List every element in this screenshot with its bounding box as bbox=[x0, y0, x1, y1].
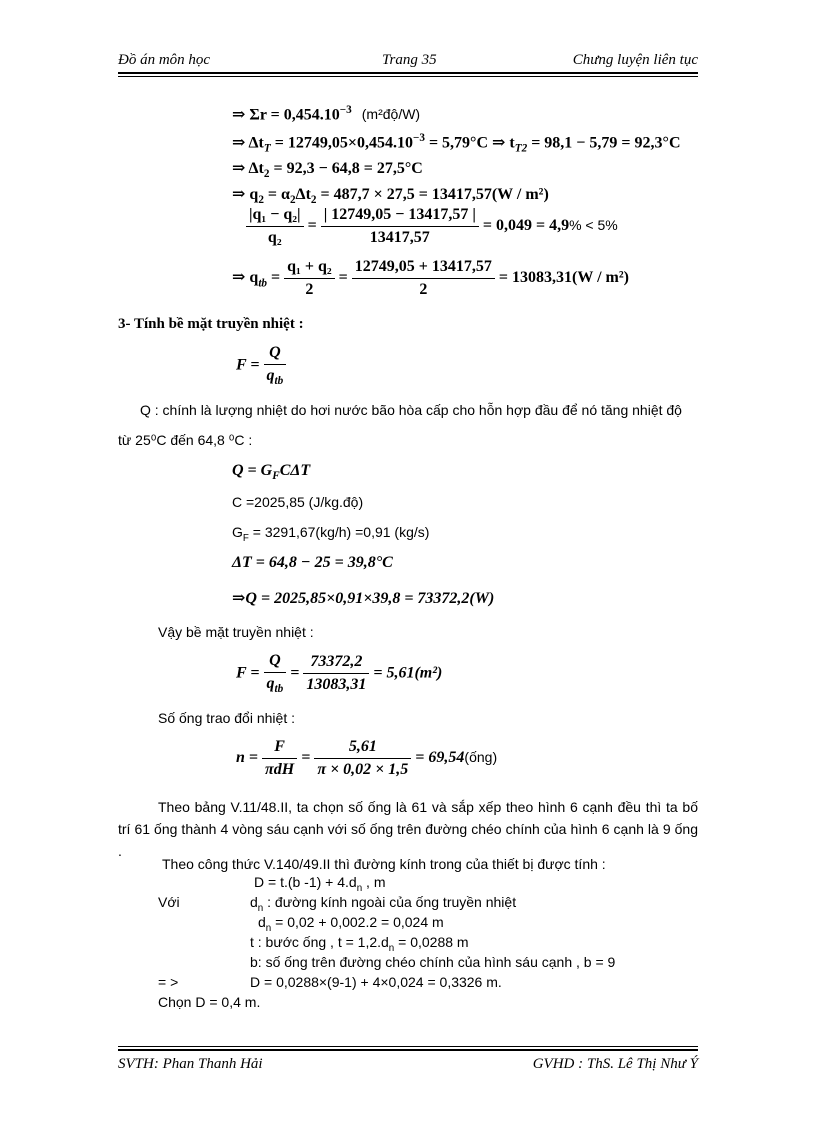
D-formula: D = t.(b $-1) + 4.d_n$ , m bbox=[254, 874, 386, 894]
qtb-equation: ⇒ $q_{tb}$ = $\frac{\text{q₁ + q₂}}{2}$ = $\frac{12749,05 + 13417,57}{2}$ = 13083,31(W / m²) bbox=[232, 258, 629, 298]
Q-formula: $Q = G_FC\Delta T$ bbox=[232, 462, 311, 483]
F-result-equation: F = $\frac{Q}{q_{tb}}$ = $\frac{73372,2}{13083,31}$ = 5,61(m²) bbox=[236, 652, 443, 696]
D-choice: Chọn D = 0,4 m. bbox=[158, 994, 261, 1010]
C-value: C =2025,85 (J/kg.độ) bbox=[232, 494, 364, 510]
q2-line: ⇒ $q_2 = \alpha_2\Delta t_2 = 487,7 \times 27,5 = 13417,57(W / m^2)$ bbox=[232, 186, 549, 207]
b-description: b: số ống trên đường chéo chính của hình sáu cạnh , b = 9 bbox=[250, 954, 616, 970]
surface-label: Vậy bề mặt truyền nhiệt : bbox=[158, 624, 314, 640]
footer-rule-thin bbox=[118, 1046, 698, 1047]
footer-supervisor: GVHD : ThS. Lê Thị Như Ý bbox=[532, 1056, 698, 1072]
dn-description: $d_n$ : đường kính ngoài của ống truyền nhiệt bbox=[250, 894, 517, 914]
section-3-heading: 3- Tính bề mặt truyền nhiệt : bbox=[118, 316, 304, 332]
paragraph-table-selection: Theo bảng V.11/48.II, ta chọn số ống là 61 và sắp xếp theo hình 6 cạnh đều thì ta bố trí 61 ống thành 4 vòng sáu cạnh với số ống trên đường chéo chính của hình 6 cạnh là 9 ống . bbox=[118, 799, 698, 859]
GF-value: $G_F = 3291,67(kg/h) =0,91$ (kg/s) bbox=[232, 524, 430, 544]
delta-T: ΔT = 64,8 − 25 = 39,8°C bbox=[232, 554, 393, 571]
q-description-line-1: Q : chính là lượng nhiệt do hơi nước bão hòa cấp cho hỗn hợp đầu để nó tăng nhiệt độ bbox=[140, 402, 682, 418]
tubes-label: Số ống trao đổi nhiệt : bbox=[158, 710, 295, 726]
footer-rule bbox=[118, 1049, 698, 1051]
sum-r-line: ⇒ $\Sigma r = 0,454.10^{-3}$ (m²độ/W) bbox=[232, 104, 421, 124]
header-page-number: Trang 35 bbox=[382, 52, 437, 68]
ratio-equation: $\frac{\text{|q₁ − q₂|}}{\text{q₂}}$ = $\frac{| 12749,05 - 13417,57 |}{13417,57}$ = 0,049 = 4,9% < 5% bbox=[246, 206, 618, 247]
paragraph-formula-intro: Theo công thức V.140/49.II thì đường kính trong của thiết bị được tính : bbox=[162, 856, 606, 872]
t-description: t : bước ống , $t = 1,2.d_n = 0,0288$ m bbox=[250, 934, 469, 954]
q-description-line-2: từ 25⁰C đến 64,8 ⁰C : bbox=[118, 432, 253, 448]
header-rule bbox=[118, 72, 698, 74]
n-equation: n = $\frac{F}{\text{πdH}}$ = $\frac{5,61}{\pi \times 0,02 \times 1,5}$ = 69,54(ống) bbox=[236, 738, 498, 778]
with-label: Với bbox=[158, 894, 180, 910]
header-right: Chưng luyện liên tục bbox=[572, 52, 698, 68]
Q-result: ⇒Q = 2025,85×0,91×39,8 = 73372,2(W) bbox=[232, 590, 495, 607]
header-left: Đồ án môn học bbox=[118, 52, 211, 68]
dn-value: $d_n = 0,02 + 0,002.2 = 0,024$ m bbox=[258, 914, 444, 934]
delta-tT-line: ⇒ $\Delta t_T = 12749,05\times 0,454.10^{-3} = 5,79^\circ C$ ⇒ $t_{T2} = 98,1 - 5,79 = 92,3^\circ C$ bbox=[232, 132, 681, 155]
delta-t2-line: ⇒ $\Delta t_2 = 92,3 - 64,8 = 27,5^\circ C$ bbox=[232, 160, 423, 181]
implies-label: = > bbox=[158, 974, 179, 990]
F-formula: F = $\frac{Q}{q_{tb}}$ bbox=[236, 344, 286, 387]
footer-student: SVTH: Phan Thanh Hải bbox=[118, 1056, 263, 1072]
header-rule-thin bbox=[118, 76, 698, 77]
D-result: D = 0,0288×(9-1) + 4×0,024 = 0,3326 m. bbox=[250, 974, 502, 990]
